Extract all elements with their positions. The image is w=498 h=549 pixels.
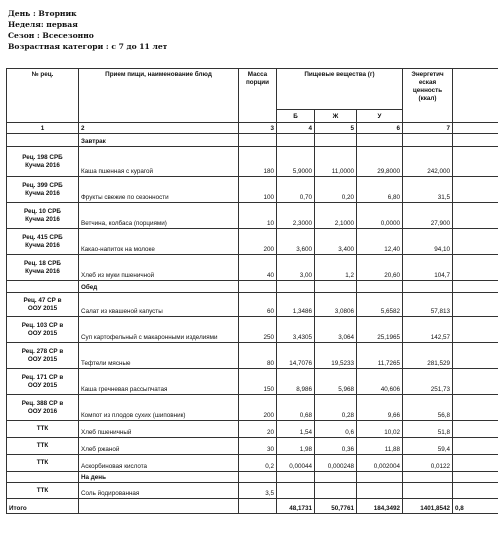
recipe-number: Рец. 103 СР в ООУ 2015 [7,317,79,343]
dish-row [7,421,498,438]
section-code-empty [7,134,79,147]
fats-value: 11,0000 [315,147,357,177]
portion-mass: 40 [239,255,277,281]
extra-column-cell [453,369,498,395]
carbs-value: 29,8000 [357,147,403,177]
fats-value: 0,6 [315,421,357,438]
dish-name: Каша гречневая рассыпчатая [79,369,239,395]
proteins-value [277,483,315,499]
section-empty-cell [403,472,453,483]
energy-value: 27,900 [403,203,453,229]
dish-name: Соль йодированная [79,483,239,499]
section-empty-cell [403,281,453,293]
portion-mass: 3,5 [239,483,277,499]
portion-mass: 10 [239,203,277,229]
fats-value: 2,1000 [315,203,357,229]
recipe-number: Рец. 415 СРБ Кучма 2016 [7,229,79,255]
carbs-value: 40,606 [357,369,403,395]
extra-column-cell [453,343,498,369]
fats-value: 0,28 [315,395,357,421]
total-row [7,499,498,514]
meal-section-label: Завтрак [79,134,239,147]
recipe-number: ТТК [7,421,79,438]
fats-value: 3,064 [315,317,357,343]
fats-value: 3,0806 [315,293,357,317]
dish-name: Тефтели мясные [79,343,239,369]
extra-column-cell [453,293,498,317]
energy-value: 51,8 [403,421,453,438]
energy-value: 104,7 [403,255,453,281]
header-portion-mass: Масса порции [239,69,277,123]
dish-name: Хлеб пшеничный [79,421,239,438]
fats-value: 3,400 [315,229,357,255]
portion-mass: 250 [239,317,277,343]
recipe-number: Рец. 10 СРБ Кучма 2016 [7,203,79,229]
section-empty-cell [315,472,357,483]
energy-value: 142,57 [403,317,453,343]
section-empty-cell [315,281,357,293]
recipe-number: Рец. 399 СРБ Кучма 2016 [7,177,79,203]
week-label: Неделя: первая [8,20,78,29]
section-empty-cell [239,472,277,483]
carbs-value: 25,1965 [357,317,403,343]
proteins-value: 5,9000 [277,147,315,177]
dish-name: Компот из плодов сухих (шиповник) [79,395,239,421]
fats-value: 0,20 [315,177,357,203]
section-empty-cell [453,281,498,293]
energy-value: 0,0122 [403,455,453,472]
proteins-value: 0,00044 [277,455,315,472]
portion-mass: 100 [239,177,277,203]
proteins-value: 8,986 [277,369,315,395]
carbs-value: 11,7265 [357,343,403,369]
header-nutrients: Пищевые вещества (г) [277,69,403,110]
proteins-value: 3,4305 [277,317,315,343]
section-empty-cell [357,134,403,147]
portion-mass: 20 [239,421,277,438]
extra-column-cell [453,203,498,229]
dish-name: Салат из квашеной капусты [79,293,239,317]
header-carbs: У [357,110,403,123]
header-dish-name: Прием пищи, наименование блюд [79,69,239,123]
section-empty-cell [453,472,498,483]
total-energy: 1401,8542 [403,499,453,514]
dish-name: Суп картофельный с макаронными изделиями [79,317,239,343]
total-empty [239,499,277,514]
section-empty-cell [239,134,277,147]
header-fats: Ж [315,110,357,123]
proteins-value: 0,68 [277,395,315,421]
carbs-value: 0,0000 [357,203,403,229]
energy-value: 281,529 [403,343,453,369]
fats-value: 5,968 [315,369,357,395]
section-empty-cell [453,134,498,147]
extra-column-cell [453,147,498,177]
proteins-value: 3,00 [277,255,315,281]
section-empty-cell [403,134,453,147]
dish-name: Аскорбиновая кислота [79,455,239,472]
recipe-number: ТТК [7,455,79,472]
fats-value: 19,5233 [315,343,357,369]
proteins-value: 1,3486 [277,293,315,317]
proteins-value: 1,54 [277,421,315,438]
total-fats: 50,7761 [315,499,357,514]
meal-section-label: На день [79,472,239,483]
dish-row [7,229,498,255]
column-index: 3 [239,123,277,134]
dish-row [7,293,498,317]
extra-column-cell [453,177,498,203]
document-header [8,8,167,52]
proteins-value: 3,600 [277,229,315,255]
dish-row [7,455,498,472]
carbs-value [357,483,403,499]
extra-column-cell [453,455,498,472]
carbs-value: 5,6582 [357,293,403,317]
dish-row [7,147,498,177]
section-empty-cell [239,281,277,293]
column-index: 7 [403,123,453,134]
column-index-row [7,123,498,134]
extra-column-cell [453,229,498,255]
menu-table [6,68,498,514]
energy-value: 56,8 [403,395,453,421]
season-label: Сезон : Всесезонно [8,31,94,40]
section-empty-cell [277,134,315,147]
energy-value: 57,813 [403,293,453,317]
proteins-value: 2,3000 [277,203,315,229]
energy-value: 31,5 [403,177,453,203]
fats-value: 0,000248 [315,455,357,472]
portion-mass: 200 [239,395,277,421]
portion-mass: 180 [239,147,277,177]
recipe-number: Рец. 171 СР в ООУ 2015 [7,369,79,395]
section-empty-cell [357,281,403,293]
recipe-number: Рец. 388 СР в ООУ 2016 [7,395,79,421]
recipe-number: Рец. 18 СРБ Кучма 2016 [7,255,79,281]
extra-column-cell [453,255,498,281]
total-carbs: 184,3492 [357,499,403,514]
dish-row [7,369,498,395]
section-empty-cell [277,281,315,293]
header-energy-value: Энергетич еская ценность (ккал) [403,69,453,123]
dish-row [7,317,498,343]
total-empty [79,499,239,514]
energy-value: 94,10 [403,229,453,255]
extra-column-cell [453,317,498,343]
energy-value: 242,000 [403,147,453,177]
column-index-empty [453,123,498,134]
fats-value: 0,36 [315,438,357,455]
header-recipe-number: № рец. [7,69,79,123]
portion-mass: 80 [239,343,277,369]
meal-section-label: Обед [79,281,239,293]
carbs-value: 12,40 [357,229,403,255]
carbs-value: 0,002004 [357,455,403,472]
portion-mass: 200 [239,229,277,255]
column-index: 1 [7,123,79,134]
meal-section-row [7,281,498,293]
fats-value: 1,2 [315,255,357,281]
column-index: 2 [79,123,239,134]
column-index: 4 [277,123,315,134]
dish-name: Ветчина, колбаса (порциями) [79,203,239,229]
recipe-number: ТТК [7,483,79,499]
recipe-number: Рец. 198 СРБ Кучма 2016 [7,147,79,177]
total-extra: 0,8 [453,499,498,514]
energy-value [403,483,453,499]
carbs-value: 10,02 [357,421,403,438]
column-index: 6 [357,123,403,134]
dish-row [7,395,498,421]
dish-row [7,177,498,203]
proteins-value: 0,70 [277,177,315,203]
portion-mass: 150 [239,369,277,395]
carbs-value: 6,80 [357,177,403,203]
dish-row [7,438,498,455]
recipe-number: ТТК [7,438,79,455]
section-code-empty [7,472,79,483]
dish-name: Хлеб из муки пшеничной [79,255,239,281]
extra-column-cell [453,421,498,438]
dish-name: Фрукты свежие по сезонности [79,177,239,203]
dish-row [7,483,498,499]
meal-section-row [7,472,498,483]
dish-name: Хлеб ржаной [79,438,239,455]
extra-column-cell [453,438,498,455]
total-proteins: 48,1731 [277,499,315,514]
portion-mass: 0,2 [239,455,277,472]
extra-column-cell [453,483,498,499]
carbs-value: 20,60 [357,255,403,281]
fats-value [315,483,357,499]
extra-column-cell [453,395,498,421]
day-label: День : Вторник [8,9,77,18]
carbs-value: 11,88 [357,438,403,455]
dish-row [7,343,498,369]
age-category-label: Возрастная категори : с 7 до 11 лет [8,42,168,51]
section-code-empty [7,281,79,293]
header-proteins: Б [277,110,315,123]
dish-name: Какао-напиток на молоке [79,229,239,255]
proteins-value: 1,98 [277,438,315,455]
dish-row [7,255,498,281]
carbs-value: 9,66 [357,395,403,421]
energy-value: 59,4 [403,438,453,455]
recipe-number: Рец. 47 СР в ООУ 2015 [7,293,79,317]
header-extra-column [453,69,498,123]
section-empty-cell [277,472,315,483]
column-index: 5 [315,123,357,134]
proteins-value: 14,7076 [277,343,315,369]
menu-table-body [7,134,498,499]
section-empty-cell [357,472,403,483]
meal-section-row [7,134,498,147]
dish-row [7,203,498,229]
portion-mass: 30 [239,438,277,455]
portion-mass: 60 [239,293,277,317]
dish-name: Каша пшенная с курагой [79,147,239,177]
total-label: Итого [7,499,79,514]
recipe-number: Рец. 278 СР в ООУ 2015 [7,343,79,369]
section-empty-cell [315,134,357,147]
energy-value: 251,73 [403,369,453,395]
